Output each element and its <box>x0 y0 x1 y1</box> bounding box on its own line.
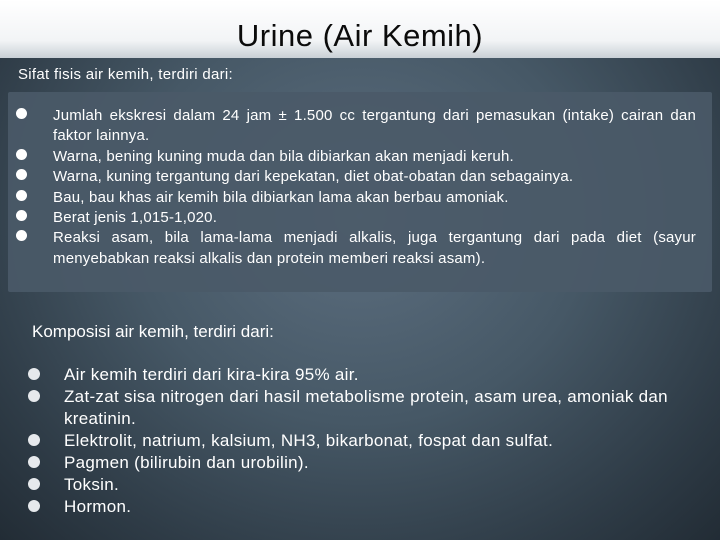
bullet-icon <box>16 108 27 119</box>
bullet-icon <box>16 190 27 201</box>
bullet-icon <box>28 434 40 446</box>
title-bar <box>0 0 720 58</box>
list-item <box>16 208 696 228</box>
section1-heading: Sifat fisis air kemih, terdiri dari: <box>18 66 234 83</box>
list-item <box>28 496 688 518</box>
bullet-icon <box>28 390 40 402</box>
list-item <box>28 364 688 386</box>
list-item-text: Warna, kuning tergantung dari kepekatan, diet obat-obatan dan sebagainya. <box>53 168 574 186</box>
list-item-text: Zat-zat sisa nitrogen dari hasil metabolisme protein, asam urea, amoniak dan kreatinin. <box>64 387 668 428</box>
list-item-text: Toksin. <box>64 475 120 494</box>
list-item-text: Berat jenis 1,015-1,020. <box>53 209 218 227</box>
section2-list <box>28 364 688 518</box>
list-item <box>16 228 696 269</box>
list-item <box>28 430 688 452</box>
list-item-text: Warna, bening kuning muda dan bila dibiarkan akan menjadi keruh. <box>53 147 514 165</box>
bullet-icon <box>28 368 40 380</box>
section1-list <box>16 106 696 269</box>
list-item <box>16 106 696 147</box>
bullet-icon <box>28 500 40 512</box>
list-item-text: Air kemih terdiri dari kira-kira 95% air. <box>64 365 359 384</box>
bullet-icon <box>16 210 27 221</box>
list-item-text: Jumlah ekskresi dalam 24 jam ± 1.500 cc tergantung dari pemasukan (intake) cairan dan faktor lainnya. <box>53 107 696 145</box>
slide-title: Urine (Air Kemih) <box>236 18 484 53</box>
list-item-text: Reaksi asam, bila lama-lama menjadi alkalis, juga tergantung dari pada diet (sayur menyebabkan reaksi alkalis dan protein memberi reaksi asam). <box>53 229 696 267</box>
list-item-text: Bau, bau khas air kemih bila dibiarkan lama akan berbau amoniak. <box>53 188 509 206</box>
list-item-text: Pagmen (bilirubin dan urobilin). <box>64 453 309 472</box>
list-item <box>28 386 688 430</box>
section2-heading: Komposisi air kemih, terdiri dari: <box>32 322 274 341</box>
bullet-icon <box>28 478 40 490</box>
list-item <box>16 167 696 187</box>
bullet-icon <box>28 456 40 468</box>
list-item <box>28 474 688 496</box>
list-item <box>28 452 688 474</box>
list-item <box>16 147 696 167</box>
bullet-icon <box>16 149 27 160</box>
list-item <box>16 188 696 208</box>
list-item-text: Elektrolit, natrium, kalsium, NH3, bikarbonat, fospat dan sulfat. <box>64 431 554 450</box>
bullet-icon <box>16 230 27 241</box>
list-item-text: Hormon. <box>64 497 132 516</box>
bullet-icon <box>16 169 27 180</box>
